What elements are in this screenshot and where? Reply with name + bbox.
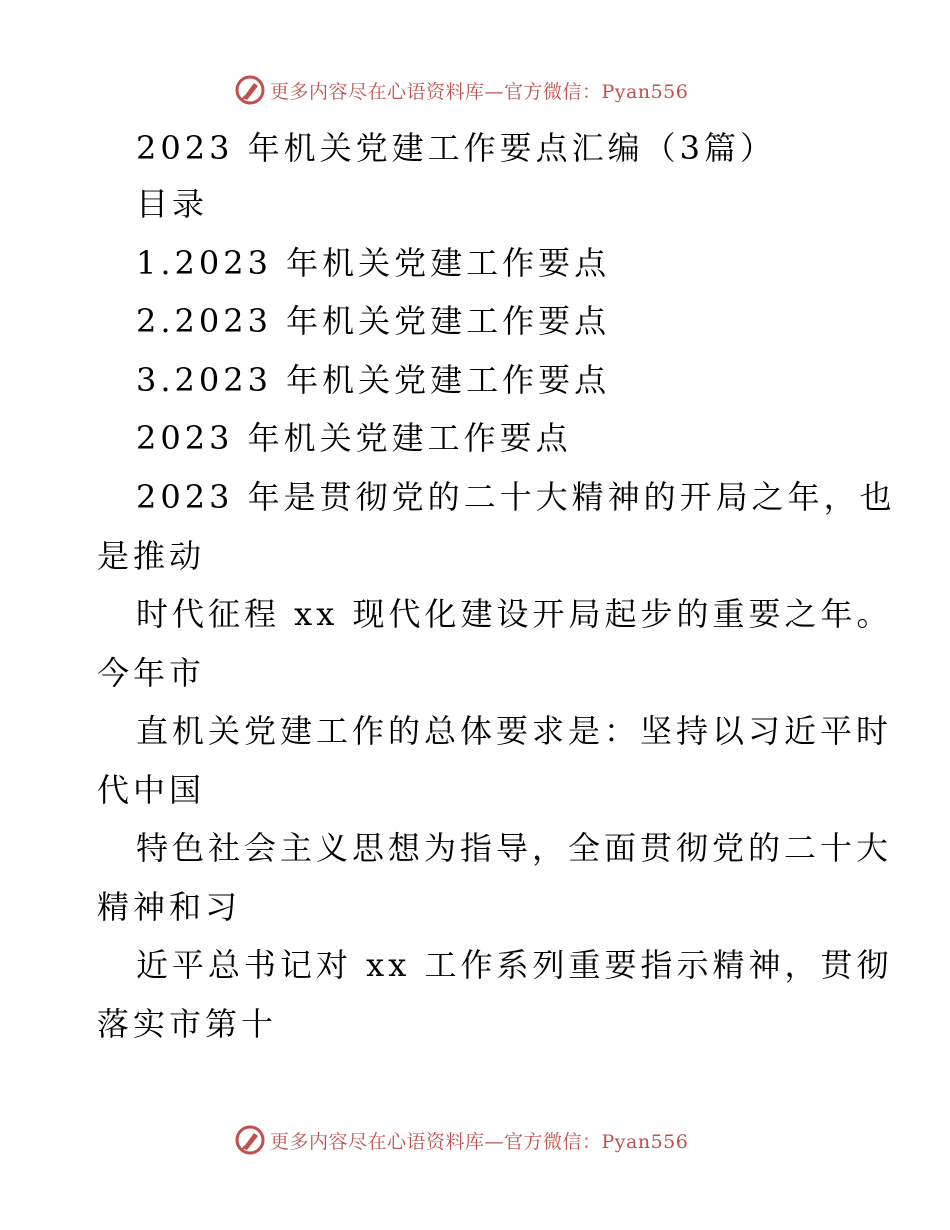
header-banner — [234, 72, 688, 108]
document-title: 2023 年机关党建工作要点汇编（3篇） — [136, 129, 776, 167]
paragraph-line: 落实市第十 — [97, 1005, 278, 1043]
paragraph-line: 特色社会主义思想为指导，全面贯彻党的二十大 — [136, 829, 893, 867]
paragraph-line: 近平总书记对 xx 工作系列重要指示精神，贯彻 — [136, 946, 893, 984]
banner-contact: 官方微信：Pyan556 — [504, 1130, 689, 1153]
paragraph-line: 是推动 — [97, 537, 206, 575]
paragraph-line: 精神和习 — [97, 888, 242, 926]
banner-separator: — — [484, 80, 505, 103]
banner-slogan: 更多内容尽在心语资料库 — [270, 80, 485, 103]
section-heading: 2023 年机关党建工作要点 — [136, 419, 572, 457]
paragraph-line: 代中国 — [97, 771, 206, 809]
toc-item: 1.2023 年机关党建工作要点 — [136, 244, 611, 282]
paragraph-line: 2023 年是贯彻党的二十大精神的开局之年，也 — [136, 478, 896, 516]
pen-nib-circle-icon — [234, 74, 266, 106]
toc-item: 3.2023 年机关党建工作要点 — [136, 361, 611, 399]
banner-contact: 官方微信：Pyan556 — [504, 80, 689, 103]
footer-banner — [234, 1122, 688, 1158]
banner-separator: — — [484, 1130, 505, 1153]
toc-item: 2.2023 年机关党建工作要点 — [136, 302, 611, 340]
banner-text — [270, 1127, 688, 1154]
banner-text — [270, 77, 688, 104]
pen-nib-circle-icon — [234, 1124, 266, 1156]
paragraph-line: 今年市 — [97, 654, 206, 692]
paragraph-line: 时代征程 xx 现代化建设开局起步的重要之年。 — [136, 595, 893, 633]
paragraph-line: 直机关党建工作的总体要求是：坚持以习近平时 — [136, 712, 893, 750]
toc-heading: 目录 — [136, 185, 209, 223]
banner-slogan: 更多内容尽在心语资料库 — [270, 1130, 485, 1153]
